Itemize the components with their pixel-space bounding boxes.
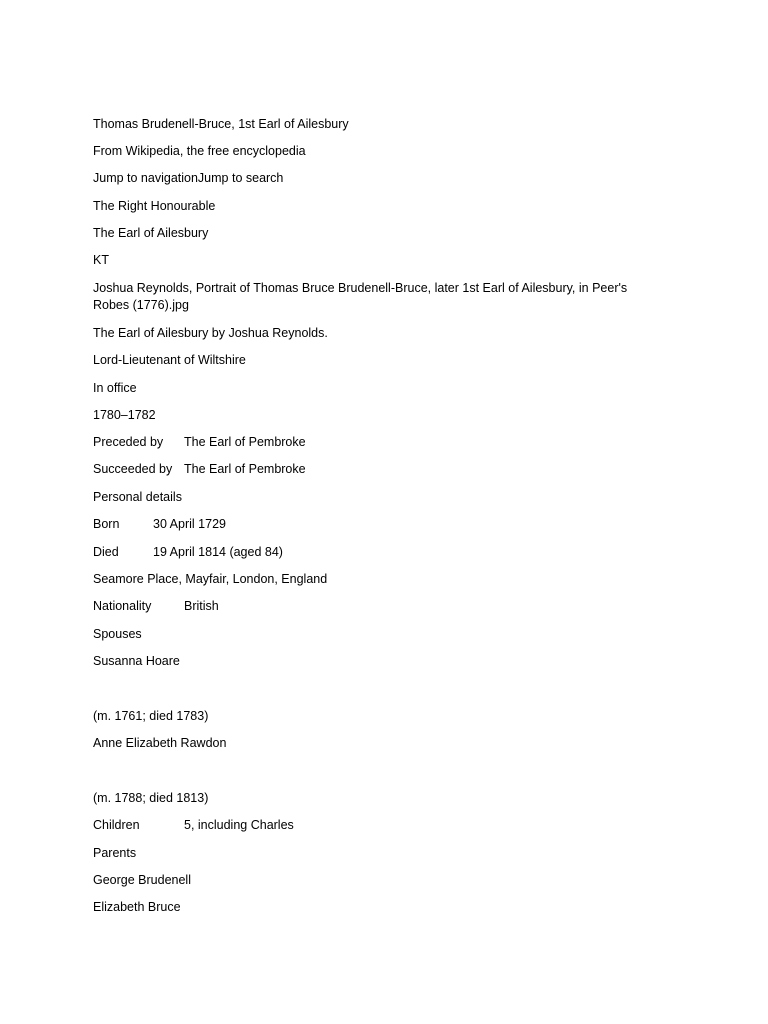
honorific: The Right Honourable [93,199,216,213]
peerage-title: The Earl of Ailesbury [93,226,209,240]
in-office-label: In office [93,381,137,395]
spouse-2-dates: (m. 1788; died 1813) [93,791,209,805]
died-label: Died [93,545,119,559]
jump-links: Jump to navigationJump to search [93,171,284,185]
children-row [93,817,294,834]
spouses-heading: Spouses [93,627,142,641]
parent-2-name: Elizabeth Bruce [93,900,181,914]
children-value: 5, including Charles [184,818,294,832]
personal-details-heading: Personal details [93,490,182,504]
nationality-row [93,598,219,615]
died-row [93,544,283,561]
succeeded-by-value: The Earl of Pembroke [184,462,306,476]
spouse-2-name: Anne Elizabeth Rawdon [93,736,227,750]
spouse-1-dates: (m. 1761; died 1783) [93,709,209,723]
article-source: From Wikipedia, the free encyclopedia [93,144,306,158]
portrait-caption: The Earl of Ailesbury by Joshua Reynolds. [93,326,328,340]
office-term: 1780–1782 [93,408,156,422]
died-value: 19 April 1814 (aged 84) [153,545,283,559]
born-label: Born [93,517,120,531]
preceded-by-row [93,434,306,451]
nationality-value: British [184,599,219,613]
parents-heading: Parents [93,846,137,860]
succeeded-by-label: Succeeded by [93,462,173,476]
born-value: 30 April 1729 [153,517,226,531]
article-title: Thomas Brudenell-Bruce, 1st Earl of Ailesbury [93,117,349,131]
preceded-by-value: The Earl of Pembroke [184,435,306,449]
portrait-filename: Joshua Reynolds, Portrait of Thomas Bruce Brudenell-Bruce, later 1st Earl of Ailesbury, in Peer's Robes (1776).jpg [93,281,628,312]
post-nominal: KT [93,253,109,267]
succeeded-by-row [93,461,306,478]
office-title: Lord-Lieutenant of Wiltshire [93,353,246,367]
preceded-by-label: Preceded by [93,435,164,449]
death-place: Seamore Place, Mayfair, London, England [93,572,328,586]
children-label: Children [93,818,140,832]
born-row [93,516,226,533]
spouse-1-name: Susanna Hoare [93,654,180,668]
nationality-label: Nationality [93,599,152,613]
parent-1-name: George Brudenell [93,873,191,887]
